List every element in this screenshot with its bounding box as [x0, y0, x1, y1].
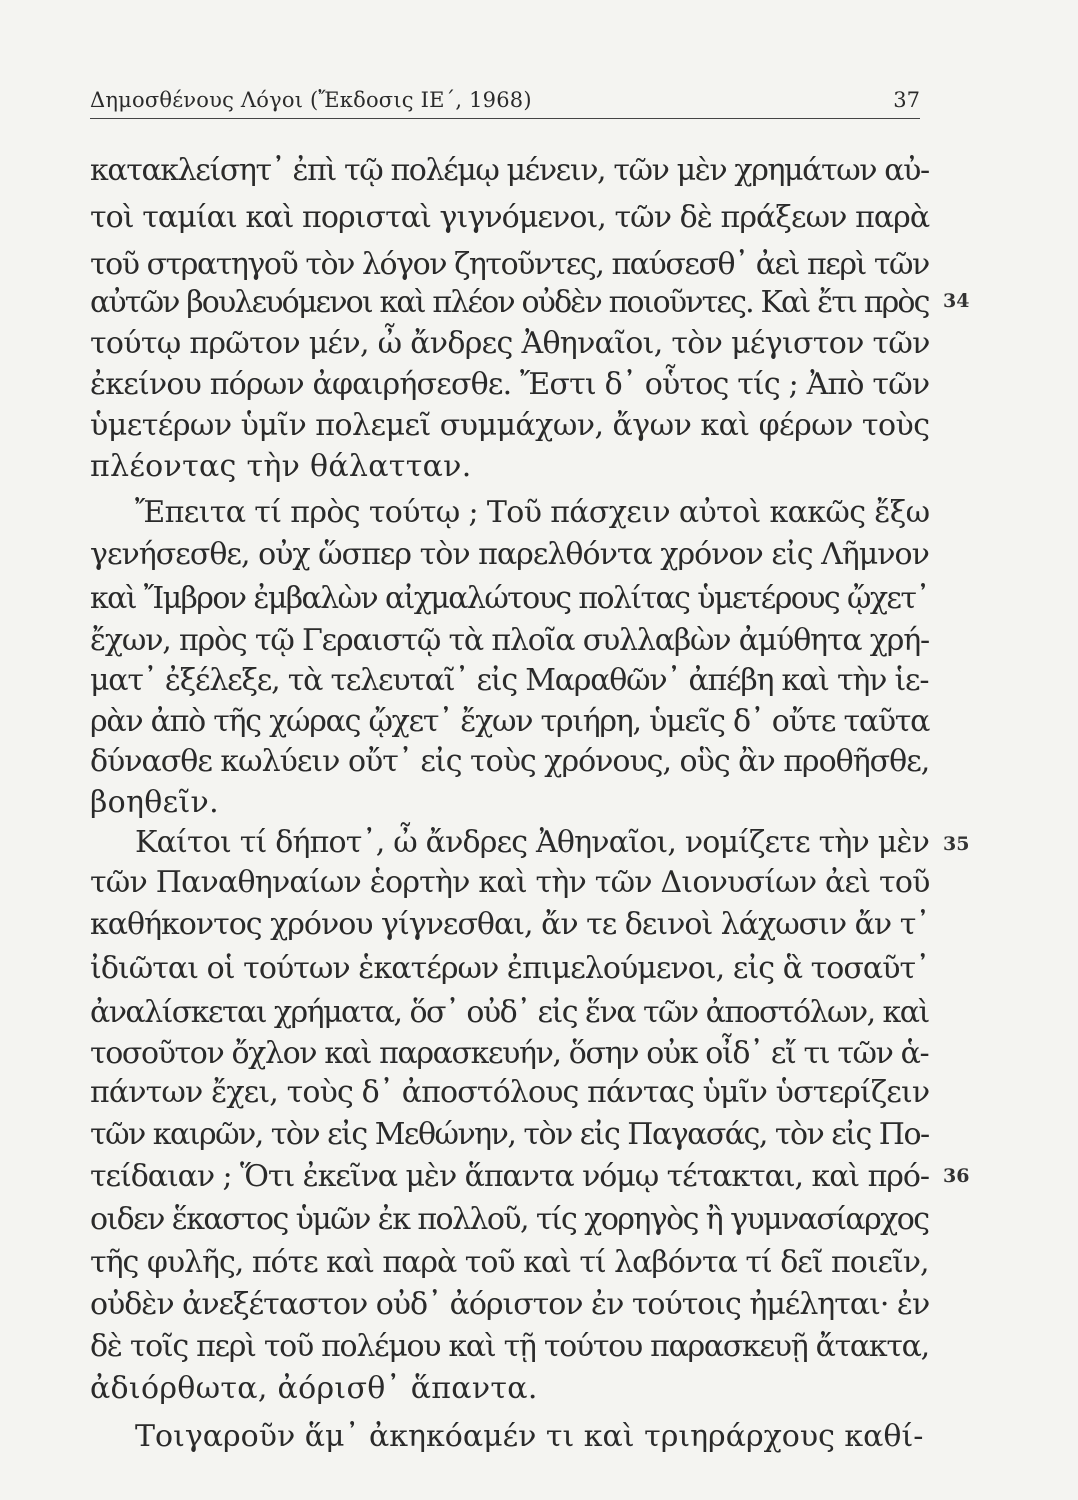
- text-line: Καίτοι τί δήποτ᾽, ὦ ἄνδρες Ἀθηναῖοι, νομίζετε τὴν μὲν: [135, 825, 930, 860]
- text-line: δύνασθε κωλύειν οὔτ᾽ εἰς τοὺς χρόνους, οὓς ἂν προθῆσθε,: [90, 744, 930, 779]
- text-line: οὐδὲν ἀνεξέταστον οὐδ᾽ ἀόριστον ἐν τούτοις ἠμέληται· ἐν: [90, 1287, 930, 1322]
- text-line: ἔχων, πρὸς τῷ Γεραιστῷ τὰ πλοῖα συλλαβὼν ἀμύθητα χρή-: [90, 623, 929, 658]
- running-head: [90, 88, 920, 119]
- text-line: οιδεν ἕκαστος ὑμῶν ἐκ πολλοῦ, τίς χορηγὸς ἢ γυμνασίαρχος: [90, 1202, 929, 1237]
- text-line: ὑμετέρων ὑμῖν πολεμεῖ συμμάχων, ἄγων καὶ φέρων τοὺς: [90, 408, 930, 443]
- text-line: Ἔπειτα τί πρὸς τούτῳ ; Τοῦ πάσχειν αὐτοὶ κακῶς ἔξω: [135, 495, 930, 530]
- text-line: Τοιγαροῦν ἅμ᾽ ἀκηκόαμέν τι καὶ τριηράρχους καθί-: [135, 1419, 924, 1454]
- text-line: τοὶ ταμίαι καὶ πορισταὶ γιγνόμενοι, τῶν δὲ πράξεων παρὰ: [90, 200, 930, 235]
- text-line: τοῦ στρατηγοῦ τὸν λόγον ζητοῦντες, παύσεσθ᾽ ἀεὶ περὶ τῶν: [90, 247, 929, 282]
- text-line: πάντων ἔχει, τοὺς δ᾽ ἀποστόλους πάντας ὑμῖν ὑστερίζειν: [90, 1075, 930, 1110]
- text-line: τῆς φυλῆς, πότε καὶ παρὰ τοῦ καὶ τί λαβόντα τί δεῖ ποιεῖν,: [90, 1245, 929, 1280]
- page-number: 37: [893, 88, 920, 112]
- text-line: τούτῳ πρῶτον μέν, ὦ ἄνδρες Ἀθηναῖοι, τὸν μέγιστον τῶν: [90, 326, 930, 361]
- text-line: καὶ Ἴμβρον ἐμβαλὼν αἰχμαλώτους πολίτας ὑμετέρους ᾤχετ᾽: [90, 581, 929, 616]
- text-line: δὲ τοῖς περὶ τοῦ πολέμου καὶ τῇ τούτου παρασκευῇ ἄτακτα,: [90, 1329, 929, 1364]
- text-line: βοηθεῖν.: [90, 785, 219, 820]
- text-line: ἐκείνου πόρων ἀφαιρήσεσθε. Ἔστι δ᾽ οὗτος τίς ; Ἀπὸ τῶν: [90, 367, 930, 402]
- text-line: γενήσεσθε, οὐχ ὥσπερ τὸν παρελθόντα χρόνον εἰς Λῆμνον: [90, 537, 929, 572]
- text-line: ἀδιόρθωτα, ἀόρισθ᾽ ἅπαντα.: [90, 1371, 538, 1406]
- text-line: τῶν Παναθηναίων ἑορτὴν καὶ τὴν τῶν Διονυσίων ἀεὶ τοῦ: [90, 865, 930, 900]
- text-line: καθήκοντος χρόνου γίγνεσθαι, ἄν τε δεινοὶ λάχωσιν ἄν τ᾽: [90, 907, 930, 942]
- text-line: τῶν καιρῶν, τὸν εἰς Μεθώνην, τὸν εἰς Παγασάς, τὸν εἰς Πο-: [90, 1117, 929, 1152]
- text-line: αὐτῶν βουλευόμενοι καὶ πλέον οὐδὲν ποιοῦντες. Καὶ ἔτι πρὸς: [90, 285, 929, 320]
- section-number: 36: [943, 1165, 970, 1187]
- running-title: Δημοσθένους Λόγοι (Ἔκδοσις ΙΕ΄, 1968): [90, 88, 532, 112]
- text-line: τείδαιαν ; Ὅτι ἐκεῖνα μὲν ἅπαντα νόμῳ τέτακται, καὶ πρό-: [90, 1159, 929, 1194]
- text-line: ρὰν ἀπὸ τῆς χώρας ᾤχετ᾽ ἔχων τριήρη, ὑμεῖς δ᾽ οὔτε ταῦτα: [90, 704, 930, 739]
- text-line: τοσοῦτον ὄχλον καὶ παρασκευήν, ὅσην οὐκ οἶδ᾽ εἴ τι τῶν ἁ-: [90, 1036, 929, 1071]
- text-line: ἀναλίσκεται χρήματα, ὅσ᾽ οὐδ᾽ εἰς ἕνα τῶν ἀποστόλων, καὶ: [90, 995, 929, 1030]
- text-line: ματ᾽ ἐξέλεξε, τὰ τελευταῖ᾽ εἰς Μαραθῶν᾽ ἀπέβη καὶ τὴν ἱε-: [90, 663, 929, 698]
- text-line: κατακλείσητ᾽ ἐπὶ τῷ πολέμῳ μένειν, τῶν μὲν χρημάτων αὐ-: [90, 153, 929, 188]
- section-number: 35: [943, 833, 970, 855]
- text-line: ἰδιῶται οἱ τούτων ἑκατέρων ἐπιμελούμενοι, εἰς ἃ τοσαῦτ᾽: [90, 951, 930, 986]
- section-number: 34: [943, 290, 970, 312]
- text-line: πλέοντας τὴν θάλατταν.: [90, 449, 472, 484]
